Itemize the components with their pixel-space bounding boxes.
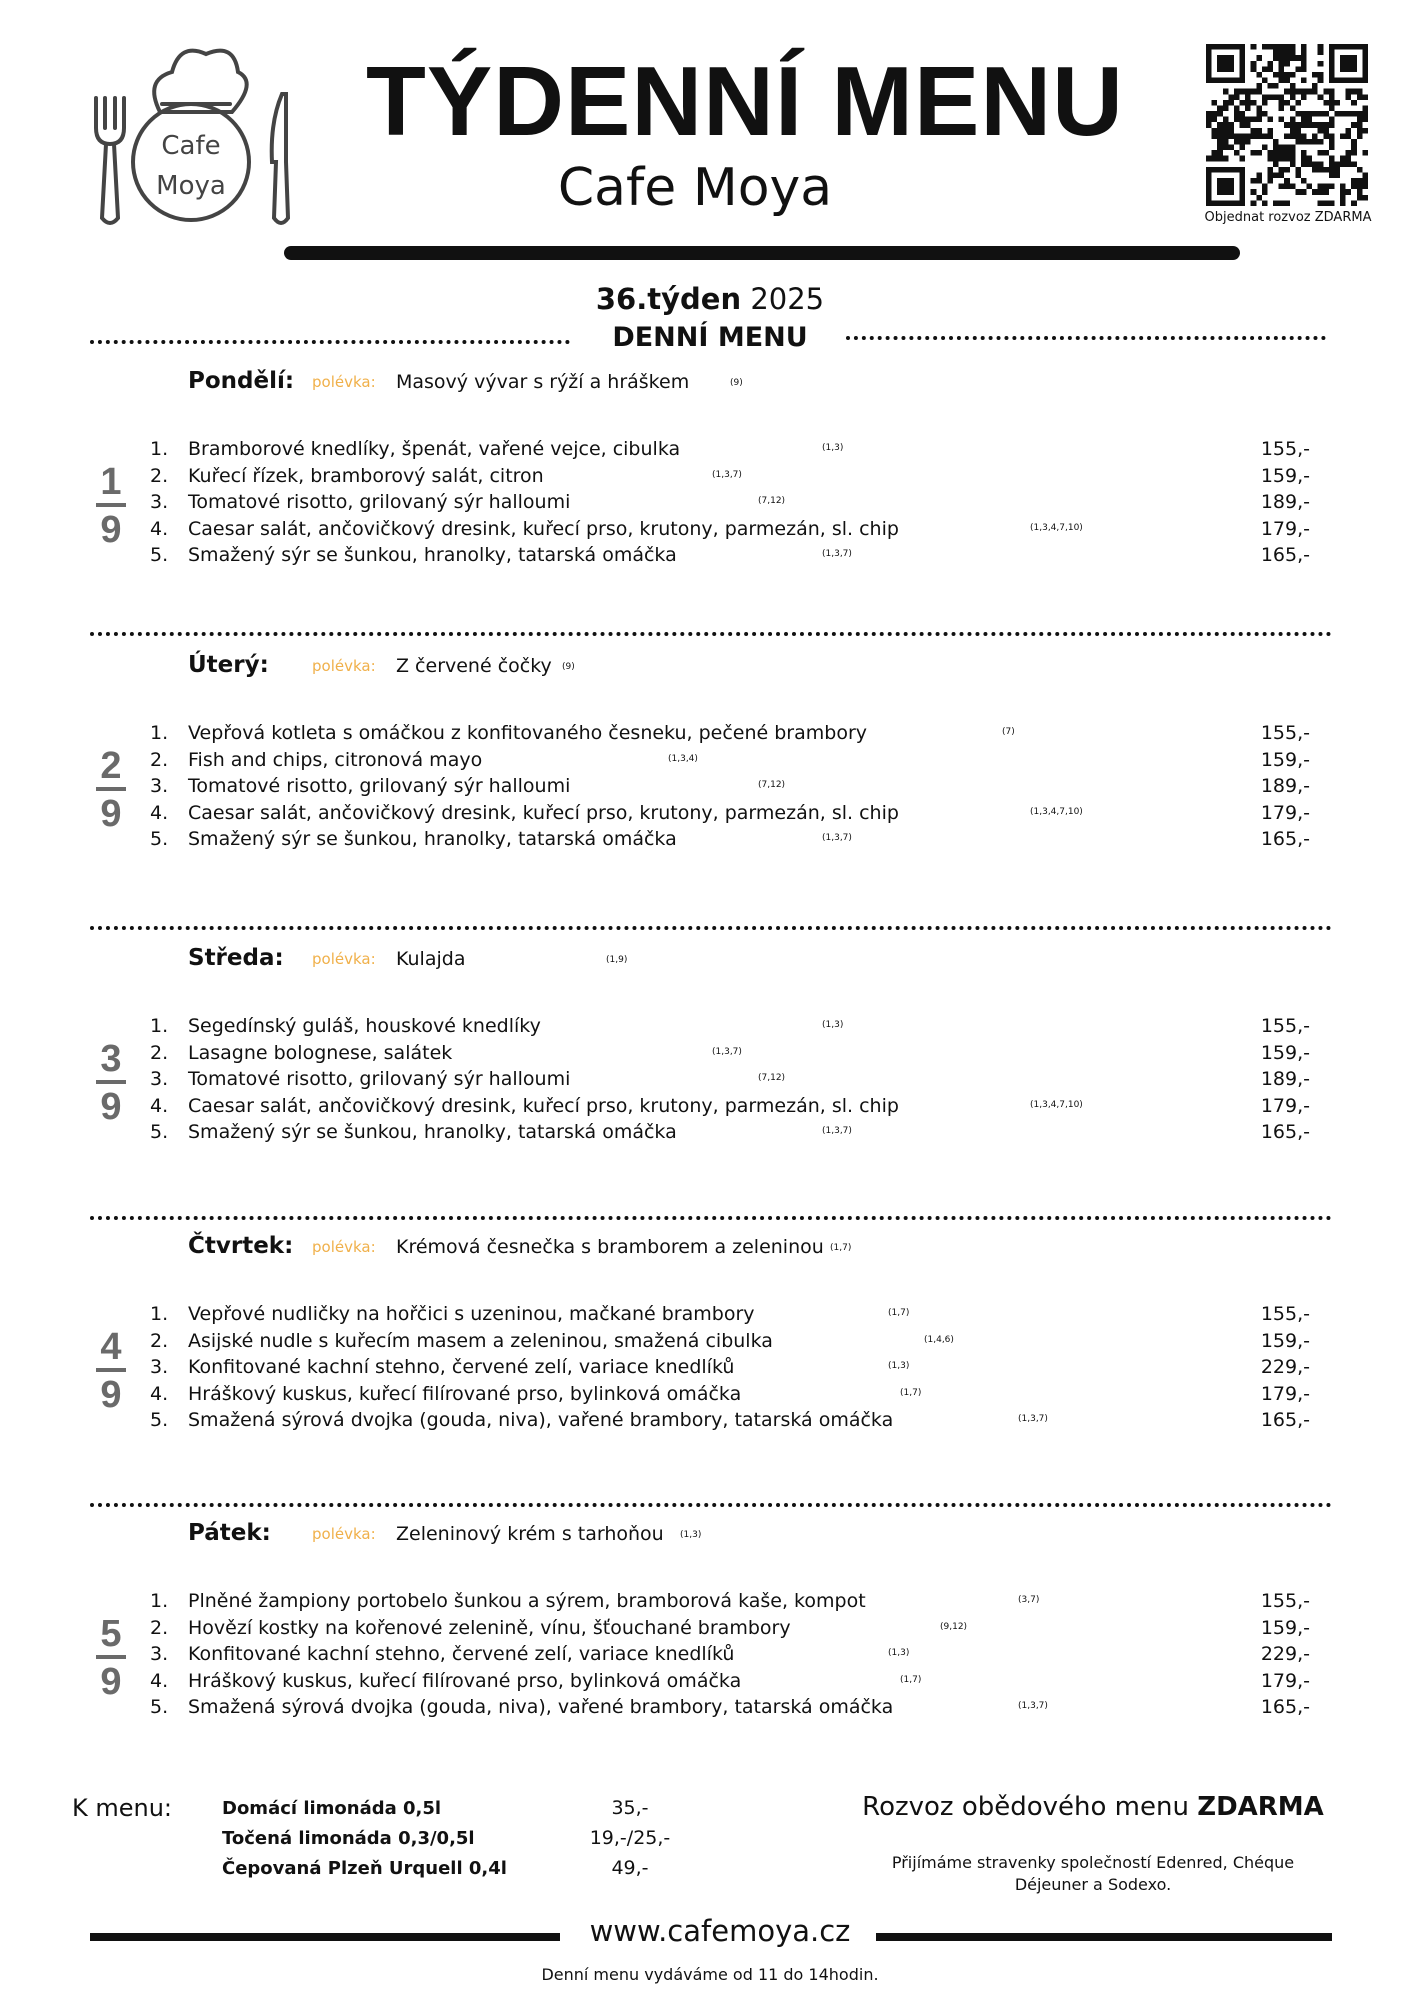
item-number: 3. — [150, 491, 169, 513]
item-name: Smažený sýr se šunkou, hranolky, tatarská omáčka — [188, 828, 677, 850]
dotted-divider — [90, 1503, 1332, 1507]
item-allergens: (1,4,6) — [924, 1334, 954, 1345]
soup-allergens: (1,7) — [830, 1243, 852, 1253]
date-day: 3 — [100, 1038, 122, 1080]
footer-divider-right — [876, 1933, 1332, 1941]
item-name: Hovězí kostky na kořenové zelenině, vínu, šťouchané brambory — [188, 1616, 791, 1639]
item-allergens: (3,7) — [1018, 1595, 1040, 1605]
item-allergens: (1,3,4) — [668, 753, 698, 764]
item-number: 5. — [150, 828, 169, 850]
item-price: 155,- — [1260, 1303, 1310, 1325]
item-price: 189,- — [1260, 1068, 1310, 1090]
date-month: 9 — [100, 1374, 122, 1416]
date-day: 5 — [100, 1613, 122, 1655]
item-name: Konfitované kachní stehno, červené zelí, variace knedlíků — [188, 1356, 735, 1378]
item-number: 1. — [150, 722, 169, 744]
item-name: Tomatové risotto, grilovaný sýr halloumi — [188, 775, 571, 797]
item-number: 1. — [150, 1590, 169, 1612]
soup-name: Krémová česnečka s bramborem a zeleninou — [396, 1236, 824, 1258]
date-separator — [96, 503, 126, 507]
page-title: TÝDENNÍ MENU — [366, 46, 1124, 156]
soup-allergens: (9) — [730, 378, 743, 388]
item-number: 4. — [150, 1094, 169, 1117]
item-name: Caesar salát, ančovičkový dresink, kuřecí prso, krutony, parmezán, sl. chip — [188, 801, 899, 824]
date-month: 9 — [100, 509, 122, 551]
soup-label: polévka: — [312, 657, 376, 675]
menu-item — [150, 491, 1310, 517]
item-allergens: (1,3) — [888, 1648, 910, 1658]
item-price: 155,- — [1260, 722, 1310, 744]
item-price: 179,- — [1260, 1382, 1310, 1405]
item-price: 179,- — [1260, 517, 1310, 540]
menu-item — [150, 465, 1310, 491]
item-allergens: (7,12) — [758, 780, 786, 790]
logo-text-bottom: Moya — [156, 171, 226, 201]
item-number: 3. — [150, 1356, 169, 1378]
item-allergens: (1,7) — [900, 1387, 922, 1398]
item-allergens: (1,3,7) — [1018, 1414, 1048, 1424]
dotted-divider — [90, 926, 1332, 930]
item-allergens: (1,3,7) — [822, 1126, 852, 1136]
header-divider — [284, 246, 1240, 260]
item-number: 2. — [150, 1329, 169, 1352]
item-price: 229,- — [1260, 1643, 1310, 1665]
item-name: Hráškový kuskus, kuřecí filírované prso, bylinková omáčka — [188, 1382, 742, 1405]
item-allergens: (1,3) — [822, 443, 844, 453]
menu-item — [150, 722, 1310, 748]
date-separator — [96, 1655, 126, 1659]
item-price: 189,- — [1260, 491, 1310, 513]
menu-item — [150, 1696, 1310, 1722]
menu-item — [150, 775, 1310, 801]
menu-item — [150, 1590, 1310, 1616]
menu-item — [150, 1617, 1310, 1643]
website-link[interactable]: www.cafemoya.cz — [589, 1914, 851, 1948]
drink-name: Čepovaná Plzeň Urquell 0,4l — [222, 1858, 507, 1879]
item-price: 159,- — [1260, 748, 1310, 771]
item-name: Plněné žampiony portobelo šunkou a sýrem, bramborová kaše, kompot — [188, 1590, 866, 1612]
item-name: Asijské nudle s kuřecím masem a zeleninou, smažená cibulka — [188, 1329, 773, 1352]
item-price: 179,- — [1260, 1094, 1310, 1117]
soup-name: Masový vývar s rýží a hráškem — [396, 371, 690, 393]
day-block — [0, 368, 1414, 588]
menu-item — [150, 1670, 1310, 1696]
drink-name: Domácí limonáda 0,5l — [222, 1798, 442, 1819]
item-name: Hráškový kuskus, kuřecí filírované prso, bylinková omáčka — [188, 1669, 742, 1692]
item-price: 179,- — [1260, 1669, 1310, 1692]
menu-item — [150, 1121, 1310, 1147]
item-name: Vepřová kotleta s omáčkou z konfitovaného česneku, pečené brambory — [188, 722, 868, 744]
menu-item — [150, 544, 1310, 570]
item-number: 4. — [150, 1669, 169, 1692]
item-price: 159,- — [1260, 1041, 1310, 1064]
item-number: 1. — [150, 438, 169, 460]
item-price: 179,- — [1260, 801, 1310, 824]
item-price: 155,- — [1260, 438, 1310, 460]
item-number: 4. — [150, 1382, 169, 1405]
item-allergens: (1,7) — [900, 1674, 922, 1685]
qr-code-icon[interactable] — [1206, 44, 1368, 206]
item-price: 159,- — [1260, 464, 1310, 487]
item-allergens: (7) — [1002, 727, 1015, 737]
item-name: Bramborové knedlíky, špenát, vařené vejce, cibulka — [188, 438, 681, 460]
item-number: 1. — [150, 1303, 169, 1325]
item-number: 5. — [150, 1696, 169, 1718]
menu-item — [150, 1356, 1310, 1382]
menu-item — [150, 802, 1310, 828]
date-separator — [96, 1080, 126, 1084]
drink-name: Točená limonáda 0,3/0,5l — [222, 1828, 475, 1849]
menu-item — [150, 1303, 1310, 1329]
day-block — [0, 1520, 1414, 1740]
day-name: Pátek: — [188, 1520, 271, 1546]
date-day: 4 — [100, 1326, 122, 1368]
soup-name: Z červené čočky — [396, 655, 552, 677]
menu-item — [150, 1015, 1310, 1041]
drink-price: 35,- — [611, 1797, 649, 1819]
week-number: 36.týden — [595, 282, 742, 316]
item-name: Caesar salát, ančovičkový dresink, kuřecí prso, krutony, parmezán, sl. chip — [188, 517, 899, 540]
date-month: 9 — [100, 793, 122, 835]
date-badge — [92, 1328, 130, 1414]
date-month: 9 — [100, 1661, 122, 1703]
item-number: 4. — [150, 517, 169, 540]
date-separator — [96, 1368, 126, 1372]
menu-item — [150, 1095, 1310, 1121]
menu-item — [150, 438, 1310, 464]
item-price: 159,- — [1260, 1329, 1310, 1352]
menu-item — [150, 1330, 1310, 1356]
item-number: 3. — [150, 1643, 169, 1665]
soup-label: polévka: — [312, 373, 376, 391]
item-name: Segedínský guláš, houskové knedlíky — [188, 1015, 541, 1037]
item-number: 2. — [150, 1616, 169, 1639]
item-allergens: (1,3) — [888, 1361, 910, 1371]
item-allergens: (9,12) — [940, 1621, 968, 1632]
soup-label: polévka: — [312, 1525, 376, 1543]
item-name: Smažená sýrová dvojka (gouda, niva), vařené brambory, tatarská omáčka — [188, 1696, 894, 1718]
date-day: 2 — [100, 745, 122, 787]
voucher-notice: Přijímáme stravenky společností Edenred, Chéque Déjeuner a Sodexo. — [891, 1853, 1295, 1895]
item-allergens: (1,3,4,7,10) — [1030, 1099, 1083, 1110]
item-price: 165,- — [1260, 1696, 1310, 1718]
item-number: 3. — [150, 775, 169, 797]
item-price: 165,- — [1260, 1409, 1310, 1431]
dotted-divider — [90, 1216, 1332, 1220]
drink-price: 19,-/25,- — [589, 1827, 671, 1849]
item-price: 165,- — [1260, 828, 1310, 850]
k-menu-label: K menu: — [72, 1794, 173, 1822]
item-price: 155,- — [1260, 1590, 1310, 1612]
delivery-notice — [858, 1792, 1328, 1822]
day-block — [0, 945, 1414, 1165]
item-allergens: (1,3,7) — [712, 469, 742, 480]
item-number: 2. — [150, 464, 169, 487]
item-number: 5. — [150, 1121, 169, 1143]
item-number: 3. — [150, 1068, 169, 1090]
item-number: 2. — [150, 1041, 169, 1064]
drink-price: 49,- — [611, 1857, 649, 1879]
item-name: Vepřové nudličky na hořčici s uzeninou, mačkané brambory — [188, 1303, 755, 1325]
serving-hours: Denní menu vydáváme od 11 do 14hodin. — [541, 1965, 879, 1984]
item-name: Fish and chips, citronová mayo — [188, 748, 483, 771]
item-number: 1. — [150, 1015, 169, 1037]
menu-item — [150, 1643, 1310, 1669]
item-name: Smažený sýr se šunkou, hranolky, tatarská omáčka — [188, 1121, 677, 1143]
item-price: 165,- — [1260, 1121, 1310, 1143]
item-allergens: (1,7) — [888, 1308, 910, 1318]
menu-item — [150, 749, 1310, 775]
logo-text-top: Cafe — [161, 131, 221, 161]
menu-item — [150, 1409, 1310, 1435]
item-name: Kuřecí řízek, bramborový salát, citron — [188, 464, 544, 487]
menu-item — [150, 1068, 1310, 1094]
soup-allergens: (9) — [562, 662, 575, 672]
date-badge — [92, 747, 130, 833]
item-name: Smažený sýr se šunkou, hranolky, tatarská omáčka — [188, 544, 677, 566]
date-badge — [92, 463, 130, 549]
cafe-name: Cafe Moya — [557, 158, 833, 218]
item-name: Konfitované kachní stehno, červené zelí, variace knedlíků — [188, 1643, 735, 1665]
item-name: Smažená sýrová dvojka (gouda, niva), vařené brambory, tatarská omáčka — [188, 1409, 894, 1431]
week-label — [560, 282, 860, 316]
item-name: Tomatové risotto, grilovaný sýr halloumi — [188, 491, 571, 513]
item-price: 159,- — [1260, 1616, 1310, 1639]
soup-allergens: (1,9) — [606, 955, 628, 965]
delivery-text: Rozvoz obědového menu — [862, 1792, 1189, 1822]
date-badge — [92, 1615, 130, 1701]
item-allergens: (1,3,7) — [822, 549, 852, 559]
item-number: 5. — [150, 1409, 169, 1431]
item-number: 5. — [150, 544, 169, 566]
item-allergens: (1,3,4,7,10) — [1030, 806, 1083, 817]
dotted-divider — [846, 336, 1326, 340]
footer-divider-left — [90, 1933, 560, 1941]
date-badge — [92, 1040, 130, 1126]
date-month: 9 — [100, 1086, 122, 1128]
item-name: Lasagne bolognese, salátek — [188, 1041, 453, 1064]
item-name: Tomatové risotto, grilovaný sýr halloumi — [188, 1068, 571, 1090]
week-year: 2025 — [750, 282, 825, 316]
delivery-free: ZDARMA — [1197, 1792, 1324, 1822]
menu-item — [150, 828, 1310, 854]
day-name: Středa: — [188, 945, 284, 971]
menu-item — [150, 1042, 1310, 1068]
daily-menu-heading: DENNÍ MENU — [612, 322, 808, 353]
item-allergens: (1,3,7) — [1018, 1701, 1048, 1711]
date-day: 1 — [100, 461, 122, 503]
item-allergens: (7,12) — [758, 496, 786, 506]
soup-label: polévka: — [312, 1238, 376, 1256]
dotted-divider — [90, 632, 1332, 636]
item-price: 189,- — [1260, 775, 1310, 797]
soup-name: Kulajda — [396, 948, 466, 970]
item-price: 165,- — [1260, 544, 1310, 566]
day-block — [0, 1233, 1414, 1453]
item-number: 4. — [150, 801, 169, 824]
cafe-moya-logo — [88, 32, 298, 232]
soup-name: Zeleninový krém s tarhoňou — [396, 1523, 664, 1545]
date-separator — [96, 787, 126, 791]
item-allergens: (1,3,7) — [712, 1046, 742, 1057]
item-price: 155,- — [1260, 1015, 1310, 1037]
item-allergens: (1,3,7) — [822, 833, 852, 843]
day-name: Pondělí: — [188, 368, 295, 394]
item-name: Caesar salát, ančovičkový dresink, kuřecí prso, krutony, parmezán, sl. chip — [188, 1094, 899, 1117]
day-name: Čtvrtek: — [188, 1233, 294, 1259]
item-allergens: (1,3,4,7,10) — [1030, 522, 1083, 533]
day-name: Úterý: — [188, 652, 269, 678]
dotted-divider — [90, 340, 570, 344]
qr-caption: Objednat rozvoz ZDARMA — [1204, 210, 1372, 225]
soup-label: polévka: — [312, 950, 376, 968]
item-price: 229,- — [1260, 1356, 1310, 1378]
menu-item — [150, 518, 1310, 544]
item-number: 2. — [150, 748, 169, 771]
item-allergens: (7,12) — [758, 1073, 786, 1083]
soup-allergens: (1,3) — [680, 1530, 702, 1540]
menu-item — [150, 1383, 1310, 1409]
item-allergens: (1,3) — [822, 1020, 844, 1030]
day-block — [0, 652, 1414, 872]
